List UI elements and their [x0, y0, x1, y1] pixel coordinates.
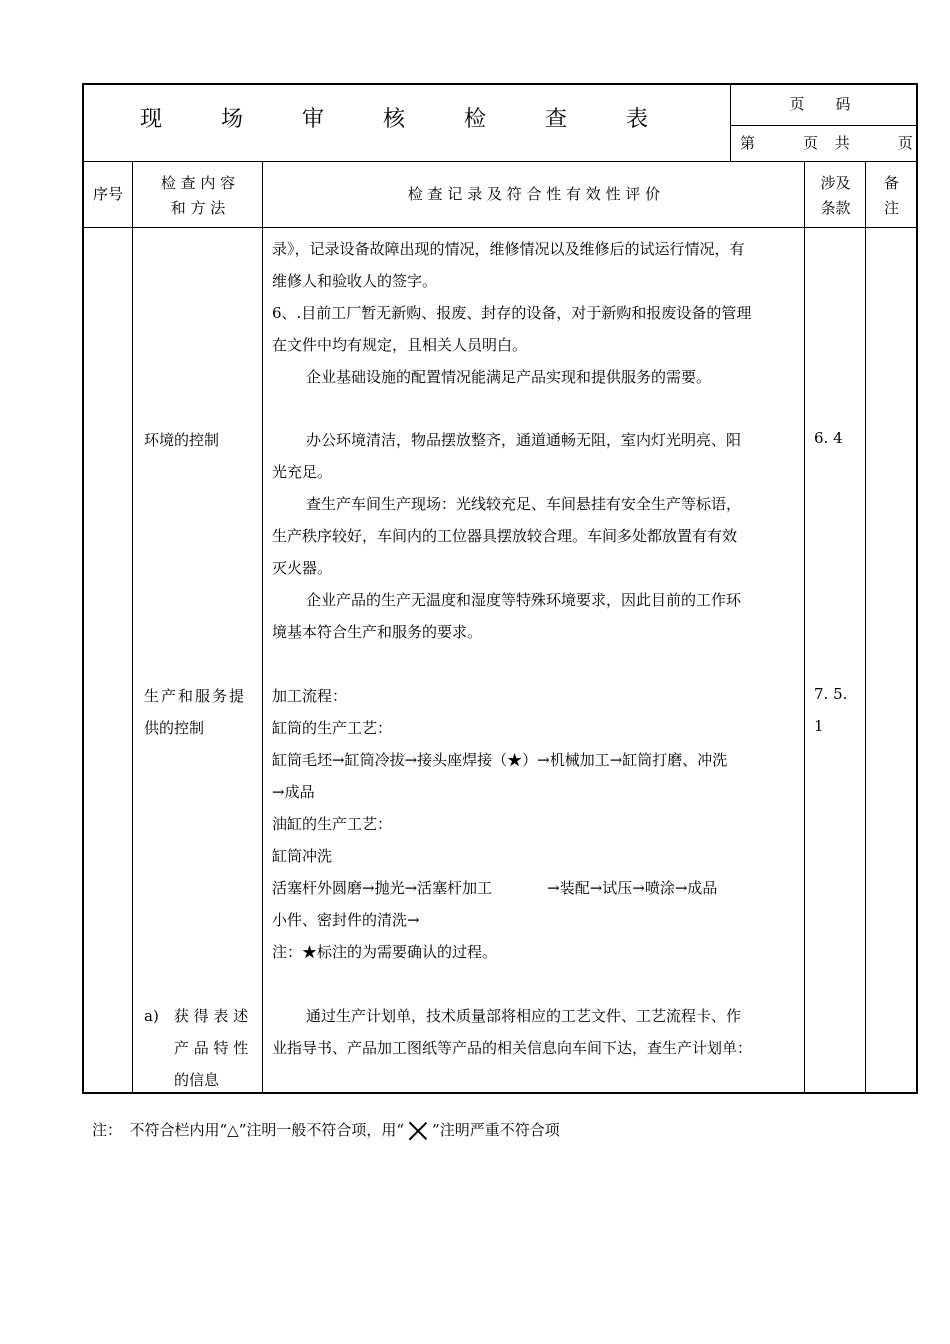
- record-line: 查生产车间生产现场：光线较充足、车间悬挂有安全生产等标语，: [306, 495, 742, 513]
- item-production: [144, 680, 258, 744]
- page-title: 现 场 审 核 检 查 表: [140, 107, 674, 132]
- record-line: →成品: [272, 783, 315, 801]
- record-line: 生产秩序较好，车间内的工位器具摆放较合理。车间多处都放置有有效: [272, 527, 738, 545]
- item-info-line3: 的信息: [144, 1071, 220, 1089]
- item-environment-label: 环境的控制: [144, 431, 220, 449]
- record-block-production: [272, 680, 800, 968]
- record-line: 加工流程：: [272, 687, 348, 705]
- frame-top: [82, 83, 918, 85]
- footnote: [92, 1118, 560, 1142]
- col-line-1: [132, 161, 133, 1093]
- frame-left: [82, 83, 84, 1093]
- record-line: 办公环境清洁，物品摆放整齐，通道通畅无阻，室内灯光明亮、阳: [306, 431, 742, 449]
- clause-production: 7. 5. 1: [814, 685, 848, 735]
- col-record-header: 检 查 记 录 及 符 合 性 有 效 性 评 价: [407, 185, 661, 203]
- col-seq-header: 序号: [92, 185, 123, 203]
- col-content-header-line1: 检 查 内 容: [160, 174, 236, 192]
- item-production-line1: 生产和服务提: [144, 687, 247, 705]
- clause-environment: 6. 4: [814, 429, 843, 447]
- page-box-divider: [730, 125, 917, 126]
- record-line: 光充足。: [272, 463, 333, 481]
- process-step-piston: 活塞杆外圆磨→抛光→活塞杆加工: [272, 879, 493, 897]
- record-line: 6、.目前工厂暂无新购、报废、封存的设备，对于新购和报废设备的管理: [272, 304, 752, 322]
- col-clause-header-line1: 涉及: [820, 174, 851, 192]
- record-block-product-info: [272, 1000, 800, 1064]
- record-line: 业指导书、产品加工图纸等产品的相关信息向车间下达，查生产计划单：: [272, 1039, 753, 1057]
- footnote-suffix: ”注明严重不符合项: [432, 1121, 560, 1139]
- record-line: 维修人和验收人的签字。: [272, 272, 438, 290]
- record-line: 灭火器。: [272, 559, 333, 577]
- item-environment: [144, 424, 258, 456]
- record-line: 录》，记录设备故障出现的情况，维修情况以及维修后的试运行情况，有: [272, 240, 745, 258]
- col-remark-header-line2: 注: [883, 199, 899, 217]
- record-line: 缸筒毛坯→缸筒冷拔→接头座焊接（★）→机械加工→缸筒打磨、冲洗: [272, 751, 728, 769]
- record-line: 缸筒冲洗: [272, 847, 333, 865]
- item-product-info: [144, 1000, 258, 1096]
- page-count: 第 页 共 页: [740, 134, 919, 152]
- record-line: 小件、密封件的清洗→: [272, 911, 420, 929]
- page-number-label: 页 码: [789, 95, 859, 113]
- item-info-line1: a) 获 得 表 述: [144, 1007, 249, 1025]
- record-line: 注：★标注的为需要确认的过程。: [272, 943, 498, 961]
- title-divider: [730, 83, 731, 161]
- record-line: 通过生产计划单，技术质量部将相应的工艺文件、工艺流程卡、作: [306, 1007, 742, 1025]
- col-line-4: [865, 161, 866, 1093]
- cross-icon: [408, 1121, 428, 1141]
- column-header-bottom: [82, 227, 918, 228]
- record-line: [272, 872, 800, 904]
- col-line-3: [804, 161, 805, 1093]
- record-line: 缸筒的生产工艺：: [272, 719, 393, 737]
- item-info-line2: 产 品 特 性: [144, 1039, 249, 1057]
- record-line: 境基本符合生产和服务的要求。: [272, 623, 483, 641]
- record-line: 油缸的生产工艺：: [272, 815, 393, 833]
- col-clause-header-line2: 条款: [820, 199, 851, 217]
- col-line-2: [262, 161, 263, 1093]
- col-remark-header-line1: 备: [883, 174, 899, 192]
- frame-right: [916, 83, 918, 1093]
- record-line: 企业产品的生产无温度和湿度等特殊环境要求，因此目前的工作环: [306, 591, 742, 609]
- record-block-1: [272, 233, 800, 393]
- record-line: 在文件中均有规定，且相关人员明白。: [272, 336, 528, 354]
- record-line: 企业基础设施的配置情况能满足产品实现和提供服务的需要。: [306, 368, 712, 386]
- header-bottom: [82, 161, 918, 162]
- record-block-environment: [272, 424, 800, 648]
- item-production-line2: 供的控制: [144, 719, 205, 737]
- footnote-prefix: 注： 不符合栏内用“△”注明一般不符合项，用“: [92, 1121, 405, 1139]
- process-step-assembly: →装配→试压→喷涂→成品: [547, 879, 718, 897]
- col-content-header-line2: 和 方 法: [170, 199, 226, 217]
